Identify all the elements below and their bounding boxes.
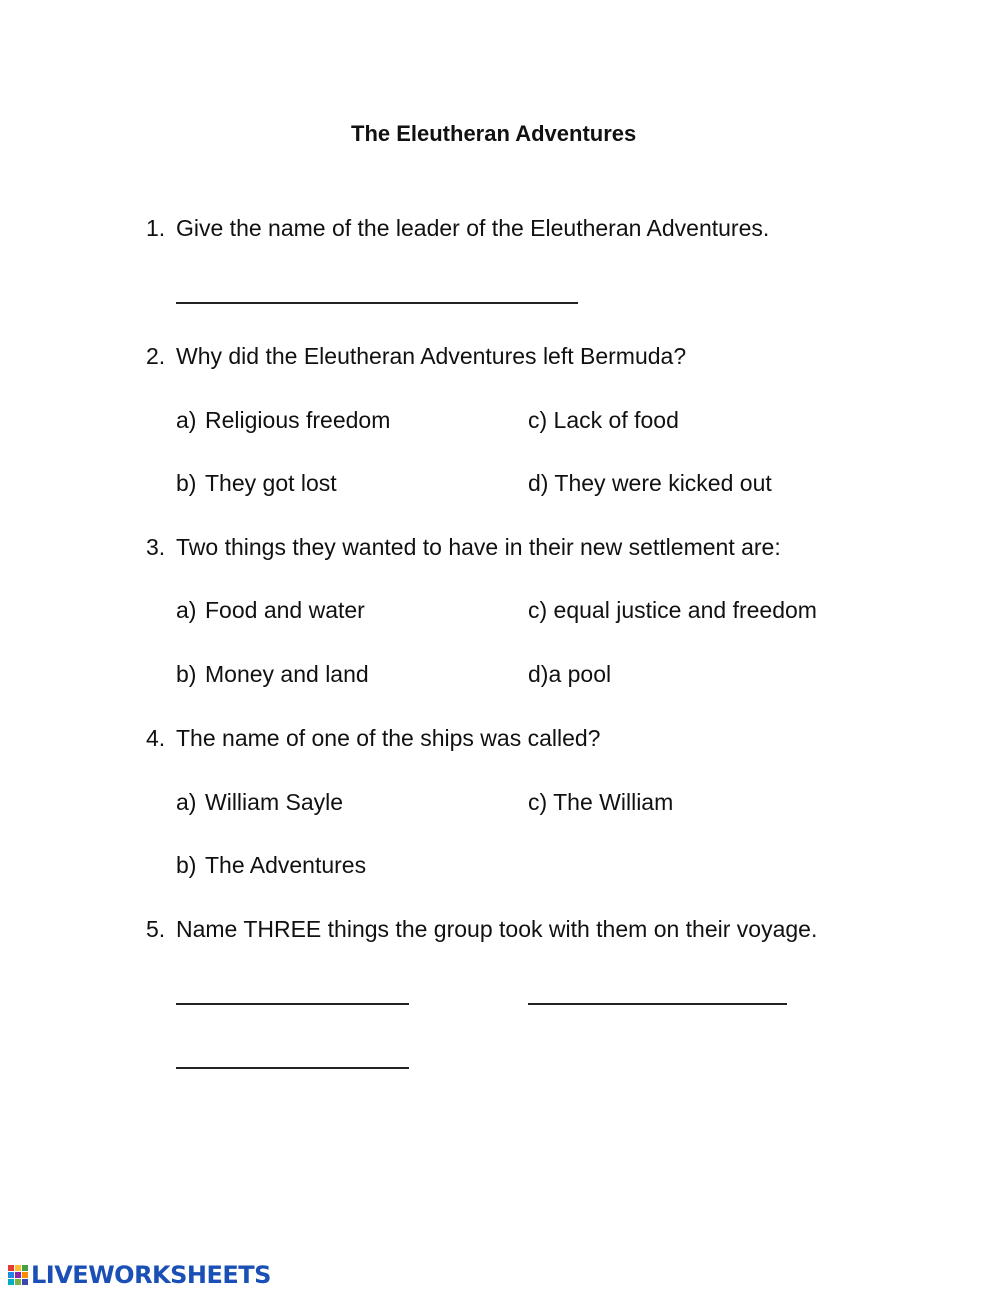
- question-4-number: 4.: [146, 725, 166, 751]
- q2-option-d[interactable]: d) They were kicked out: [528, 470, 772, 496]
- logo-square: [8, 1272, 14, 1278]
- question-1-number: 1.: [146, 215, 166, 241]
- question-2-number: 2.: [146, 343, 166, 369]
- q3-option-a-label: a): [176, 597, 197, 623]
- logo-square: [15, 1279, 21, 1285]
- question-1-text: Give the name of the leader of the Eleutheran Adventures.: [176, 215, 770, 241]
- q3-option-a[interactable]: Food and water: [205, 597, 365, 623]
- q3-option-d[interactable]: d)a pool: [528, 661, 612, 687]
- q3-option-c[interactable]: c) equal justice and freedom: [528, 597, 817, 623]
- logo-square: [22, 1279, 28, 1285]
- question-2-text: Why did the Eleutheran Adventures left Bermuda?: [176, 343, 687, 369]
- logo-square: [15, 1265, 21, 1271]
- q2-option-b-label: b): [176, 470, 197, 496]
- logo-square: [22, 1272, 28, 1278]
- logo-square: [22, 1265, 28, 1271]
- logo-mark-icon: [8, 1265, 28, 1285]
- q2-option-b[interactable]: They got lost: [205, 470, 337, 496]
- q4-option-b[interactable]: The Adventures: [205, 852, 367, 878]
- answer-blank-5c[interactable]: [176, 1067, 409, 1069]
- question-3-text: Two things they wanted to have in their new settlement are:: [176, 534, 781, 560]
- logo-square: [8, 1265, 14, 1271]
- logo-square: [8, 1279, 14, 1285]
- question-5-number: 5.: [146, 916, 166, 942]
- answer-blank-1[interactable]: [176, 302, 578, 304]
- question-4-text: The name of one of the ships was called?: [176, 725, 601, 751]
- q4-option-a-label: a): [176, 789, 197, 815]
- question-3-number: 3.: [146, 534, 166, 560]
- q3-option-b[interactable]: Money and land: [205, 661, 369, 687]
- q4-option-b-label: b): [176, 852, 197, 878]
- q2-option-c[interactable]: c) Lack of food: [528, 407, 679, 433]
- logo-text: LIVEWORKSHEETS: [31, 1261, 271, 1289]
- answer-blank-5b[interactable]: [528, 1003, 787, 1005]
- q2-option-a[interactable]: Religious freedom: [205, 407, 391, 433]
- logo-square: [15, 1272, 21, 1278]
- liveworksheets-logo: [8, 1262, 271, 1288]
- q4-option-c[interactable]: c) The William: [528, 789, 674, 815]
- q3-option-b-label: b): [176, 661, 197, 687]
- q2-option-a-label: a): [176, 407, 197, 433]
- answer-blank-5a[interactable]: [176, 1003, 409, 1005]
- q4-option-a[interactable]: William Sayle: [205, 789, 344, 815]
- worksheet-title: The Eleutheran Adventures: [351, 121, 637, 146]
- question-5-text: Name THREE things the group took with them on their voyage.: [176, 916, 818, 942]
